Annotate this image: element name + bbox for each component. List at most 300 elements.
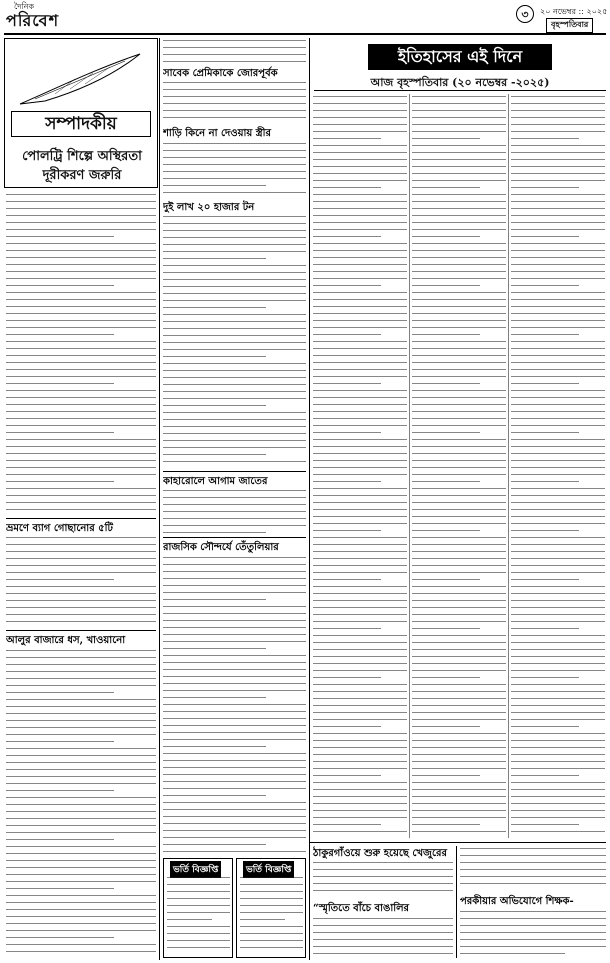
text-line — [6, 839, 114, 844]
text-line — [511, 677, 579, 682]
text-line — [6, 271, 156, 276]
text-line — [163, 788, 306, 793]
text-line — [313, 432, 381, 437]
text-line — [163, 398, 306, 403]
text-line — [460, 932, 606, 937]
text-line — [6, 699, 156, 704]
text-line — [6, 741, 114, 746]
text-line — [313, 572, 407, 577]
text-line — [412, 530, 480, 535]
text-line — [460, 883, 606, 888]
text-line — [460, 918, 606, 923]
text-line — [163, 557, 306, 562]
text-line — [313, 642, 407, 647]
text-line — [412, 670, 506, 675]
text-line — [511, 600, 605, 605]
text-line — [163, 286, 306, 291]
bottom-headline-teacher: পরকীয়ার অভিযোগে শিক্ষক- — [460, 896, 574, 907]
text-line — [313, 495, 407, 500]
text-line — [511, 656, 605, 661]
text-line — [511, 390, 605, 395]
text-line — [511, 782, 605, 787]
text-line — [6, 481, 114, 486]
text-line — [240, 891, 303, 896]
text-line — [412, 418, 506, 423]
text-line — [460, 869, 606, 874]
text-line — [412, 593, 506, 598]
text-line — [313, 348, 407, 353]
text-line — [6, 902, 156, 907]
text-line — [163, 157, 306, 162]
text-line — [163, 300, 306, 305]
text-line — [412, 446, 506, 451]
text-line — [313, 740, 407, 745]
text-line — [167, 884, 230, 889]
text-line — [163, 321, 306, 326]
text-line — [511, 635, 605, 640]
text-line — [511, 761, 605, 766]
text-line — [412, 334, 480, 339]
text-line — [313, 733, 407, 738]
editorial-body-text — [6, 192, 156, 514]
text-line — [313, 869, 453, 874]
text-line — [163, 419, 306, 424]
text-line — [163, 272, 306, 277]
text-line — [412, 635, 506, 640]
text-line — [6, 446, 156, 451]
text-line — [412, 768, 506, 773]
text-line — [6, 509, 156, 514]
text-line — [163, 251, 306, 256]
page-number: ৩ — [516, 5, 534, 23]
text-line — [412, 229, 506, 234]
text-line — [412, 117, 506, 122]
text-line — [163, 837, 306, 842]
text-line — [167, 898, 230, 903]
text-line — [6, 376, 156, 381]
brand-top: দৈনিক — [14, 2, 35, 11]
text-line — [240, 912, 303, 917]
text-line — [412, 474, 506, 479]
bottom-article-date-juice-text — [313, 860, 453, 898]
brand-logo: পরিবেশ — [6, 11, 60, 30]
text-line — [163, 61, 306, 64]
text-line — [313, 376, 407, 381]
text-line — [313, 124, 407, 129]
text-line — [511, 215, 605, 220]
text-line — [6, 467, 156, 472]
text-line — [6, 453, 156, 458]
text-line — [412, 712, 506, 717]
left-article-travel-text — [6, 535, 156, 627]
text-line — [313, 117, 407, 122]
text-line — [511, 747, 605, 752]
text-line — [460, 855, 606, 860]
text-line — [511, 376, 605, 381]
history-subheading: আজ বৃহস্পতিবার (২০ নভেম্বর -২০২৫) — [370, 76, 550, 89]
left-divider-2 — [6, 630, 156, 631]
text-line — [313, 320, 407, 325]
text-line — [6, 685, 156, 690]
text-line — [511, 264, 605, 269]
text-line — [6, 432, 114, 437]
bottom-headline-memory: “স্মৃতিতে বাঁচে বাঙালির — [313, 903, 410, 914]
text-line — [6, 867, 156, 872]
text-line — [163, 683, 306, 688]
text-line — [167, 912, 230, 917]
text-line — [460, 925, 606, 930]
text-line — [163, 676, 306, 681]
text-line — [313, 306, 407, 311]
text-line — [6, 593, 156, 598]
text-line — [511, 250, 605, 255]
text-line — [511, 558, 605, 563]
text-line — [313, 96, 407, 101]
header-right — [516, 5, 606, 31]
text-line — [511, 684, 605, 689]
text-line — [313, 285, 381, 290]
text-line — [240, 877, 303, 882]
text-line — [6, 734, 156, 739]
text-line — [412, 383, 480, 388]
text-line — [163, 599, 266, 604]
text-line — [412, 677, 480, 682]
text-line — [6, 425, 156, 430]
text-line — [412, 110, 506, 115]
history-col-2 — [412, 94, 506, 838]
text-line — [412, 236, 480, 241]
text-line — [163, 307, 266, 312]
text-line — [6, 201, 156, 206]
text-line — [460, 939, 606, 944]
text-line — [313, 138, 381, 143]
text-line — [313, 271, 407, 276]
text-line — [511, 705, 605, 710]
text-line — [163, 746, 266, 751]
text-line — [313, 621, 407, 626]
text-line — [313, 278, 407, 283]
admission-ad-1 — [163, 858, 233, 958]
text-line — [6, 713, 156, 718]
text-line — [6, 320, 156, 325]
text-line — [163, 279, 306, 284]
text-line — [6, 860, 156, 865]
text-line — [6, 222, 156, 227]
text-line — [6, 495, 156, 500]
text-line — [163, 335, 306, 340]
text-line — [412, 131, 506, 136]
text-line — [412, 551, 506, 556]
text-line — [511, 369, 605, 374]
text-line — [511, 467, 605, 472]
text-line — [313, 131, 407, 136]
text-line — [511, 824, 579, 829]
text-line — [412, 208, 506, 213]
text-line — [511, 614, 605, 619]
text-line — [412, 810, 506, 815]
text-line — [313, 215, 407, 220]
text-line — [313, 705, 407, 710]
text-line — [6, 846, 156, 851]
text-line — [412, 460, 506, 465]
text-line — [412, 432, 480, 437]
text-line — [313, 558, 407, 563]
text-line — [313, 173, 407, 178]
text-line — [6, 572, 156, 577]
text-line — [511, 551, 605, 556]
text-line — [412, 243, 506, 248]
text-line — [163, 795, 266, 800]
text-line — [6, 355, 156, 360]
text-line — [511, 278, 605, 283]
text-line — [6, 664, 156, 669]
text-line — [6, 404, 156, 409]
text-line — [511, 621, 605, 626]
text-line — [412, 684, 506, 689]
text-line — [6, 306, 156, 311]
middle-headline-4: কাহারোলে আগাম জাতের — [163, 476, 268, 487]
text-line — [313, 341, 407, 346]
text-line — [6, 369, 156, 374]
text-line — [313, 939, 453, 944]
text-line — [460, 946, 606, 951]
text-line — [511, 670, 605, 675]
text-line — [412, 705, 506, 710]
text-line — [313, 565, 407, 570]
text-line — [6, 558, 156, 563]
text-line — [6, 776, 156, 781]
text-line — [412, 502, 506, 507]
text-line — [163, 237, 306, 242]
text-line — [511, 131, 605, 136]
text-line — [6, 411, 156, 416]
text-line — [163, 704, 306, 709]
text-line — [511, 110, 605, 115]
text-line — [163, 150, 306, 155]
text-line — [313, 383, 381, 388]
text-line — [313, 544, 407, 549]
text-line — [313, 670, 407, 675]
text-line — [511, 411, 605, 416]
middle-headline-2: শাড়ি কিনে না দেওয়ায় স্ত্রীর — [163, 128, 272, 139]
text-line — [412, 439, 506, 444]
text-line — [6, 215, 156, 220]
text-line — [460, 953, 565, 958]
text-line — [412, 292, 506, 297]
text-line — [313, 145, 407, 150]
text-line — [6, 895, 156, 900]
text-line — [511, 327, 605, 332]
text-line — [412, 544, 506, 549]
text-line — [163, 426, 306, 431]
text-line — [6, 762, 156, 767]
text-line — [511, 572, 605, 577]
text-line — [313, 250, 407, 255]
text-line — [163, 760, 306, 765]
text-line — [412, 313, 506, 318]
text-line — [163, 497, 306, 502]
text-line — [6, 706, 156, 711]
text-line — [412, 663, 506, 668]
text-line — [511, 306, 605, 311]
text-line — [511, 355, 605, 360]
text-line — [511, 817, 605, 822]
text-line — [412, 152, 506, 157]
text-line — [412, 320, 506, 325]
text-line — [460, 862, 606, 867]
text-line — [6, 720, 156, 725]
text-line — [6, 194, 156, 199]
text-line — [313, 299, 407, 304]
text-line — [163, 585, 306, 590]
text-line — [240, 898, 303, 903]
text-line — [6, 418, 156, 423]
text-line — [163, 258, 266, 263]
text-line — [511, 453, 605, 458]
text-line — [412, 803, 506, 808]
text-line — [511, 341, 605, 346]
text-line — [412, 607, 506, 612]
text-line — [163, 370, 306, 375]
left-headline-travel: ভ্রমণে ব্যাগ গোছানোর ৫টি — [6, 523, 113, 534]
text-line — [163, 518, 306, 523]
text-line — [6, 874, 156, 879]
text-line — [6, 397, 156, 402]
text-line — [511, 628, 579, 633]
text-line — [412, 271, 506, 276]
text-line — [313, 194, 407, 199]
text-line — [412, 159, 506, 164]
text-line — [511, 334, 579, 339]
text-line — [412, 453, 506, 458]
text-line — [460, 876, 606, 881]
text-line — [6, 334, 114, 339]
text-line — [313, 369, 407, 374]
text-line — [6, 621, 156, 626]
text-line — [163, 328, 306, 333]
text-line — [163, 711, 306, 716]
text-line — [163, 384, 306, 389]
text-line — [6, 930, 156, 935]
text-line — [412, 411, 506, 416]
text-line — [412, 747, 506, 752]
text-line — [163, 54, 306, 59]
text-line — [412, 796, 506, 801]
text-line — [313, 187, 381, 192]
middle-article-5-text — [163, 555, 306, 855]
text-line — [412, 824, 480, 829]
text-line — [6, 769, 156, 774]
admission-ad-2 — [236, 858, 306, 958]
text-line — [313, 691, 407, 696]
text-line — [313, 586, 407, 591]
text-line — [511, 124, 605, 129]
text-line — [511, 257, 605, 262]
text-line — [511, 810, 605, 815]
masthead — [0, 0, 610, 34]
text-line — [6, 292, 156, 297]
text-line — [313, 159, 407, 164]
text-line — [511, 222, 605, 227]
text-line — [313, 166, 407, 171]
text-line — [6, 243, 156, 248]
text-line — [6, 671, 156, 676]
text-line — [313, 551, 407, 556]
text-line — [412, 831, 506, 836]
text-line — [412, 656, 506, 661]
text-line — [511, 362, 605, 367]
text-line — [6, 825, 156, 830]
text-line — [313, 663, 407, 668]
text-line — [412, 299, 506, 304]
text-line — [6, 790, 114, 795]
text-line — [412, 103, 506, 108]
text-line — [511, 236, 579, 241]
text-line — [412, 642, 506, 647]
text-line — [412, 467, 506, 472]
text-line — [511, 194, 605, 199]
text-line — [412, 495, 506, 500]
text-line — [313, 264, 407, 269]
text-line — [313, 817, 407, 822]
text-line — [313, 712, 407, 717]
text-line — [163, 725, 306, 730]
text-line — [313, 810, 407, 815]
bottom-right-top-text — [460, 846, 606, 890]
history-subheading-rule — [314, 90, 606, 91]
text-line — [460, 848, 606, 853]
text-line — [511, 229, 605, 234]
text-line — [313, 635, 407, 640]
text-line — [163, 767, 306, 772]
text-line — [511, 775, 579, 780]
text-line — [511, 712, 605, 717]
text-line — [313, 411, 407, 416]
text-line — [511, 586, 605, 591]
text-line — [163, 96, 306, 101]
text-line — [163, 244, 306, 249]
text-line — [313, 110, 407, 115]
history-col-rule-2 — [508, 94, 509, 838]
left-article-potato-text — [6, 648, 156, 958]
history-bottom-rule — [310, 842, 606, 843]
admission-ad-1-title: ভর্তি বিজ্ঞপ্তি — [170, 861, 221, 878]
text-line — [313, 292, 407, 297]
text-line — [313, 932, 453, 937]
text-line — [6, 537, 156, 542]
text-line — [6, 250, 156, 255]
text-line — [412, 740, 506, 745]
text-line — [6, 909, 156, 914]
text-line — [412, 257, 506, 262]
text-line — [511, 789, 605, 794]
text-line — [6, 951, 156, 956]
text-line — [163, 613, 306, 618]
text-line — [6, 607, 156, 612]
text-line — [163, 412, 306, 417]
history-col-1 — [313, 94, 407, 838]
text-line — [163, 342, 306, 347]
text-line — [313, 481, 381, 486]
text-line — [412, 173, 506, 178]
text-line — [511, 488, 605, 493]
text-line — [163, 356, 266, 361]
text-line — [511, 103, 605, 108]
text-line — [163, 809, 306, 814]
text-line — [412, 537, 506, 542]
text-line — [6, 362, 156, 367]
text-line — [412, 628, 480, 633]
